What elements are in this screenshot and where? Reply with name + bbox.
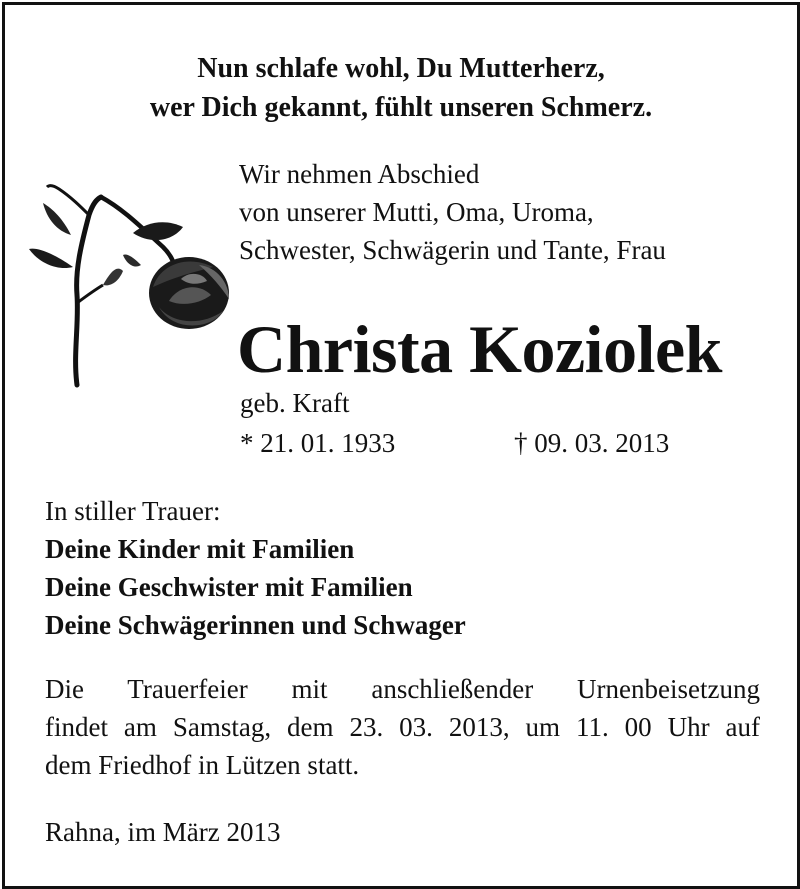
mourner-family: Deine Kinder mit Familien xyxy=(45,534,355,564)
birth-date: * 21. 01. 1933 xyxy=(240,428,396,458)
deceased-name: Christa Koziolek xyxy=(237,311,722,387)
ceremony-announcement xyxy=(45,670,760,784)
mourners-heading: In stiller Trauer: xyxy=(45,496,221,526)
birth-name: geb. Kraft xyxy=(240,388,350,418)
intro-line: Wir nehmen Abschied xyxy=(239,159,480,189)
mourner-family: Deine Schwägerinnen und Schwager xyxy=(45,610,466,640)
mourner-family: Deine Geschwister mit Familien xyxy=(45,572,413,602)
motto-line: Nun schlafe wohl, Du Mutterherz, xyxy=(197,53,605,84)
motto-verse xyxy=(5,49,797,127)
ceremony-line: Die Trauerfeier mit anschließender Urnenbeisetzung xyxy=(45,674,760,704)
rose-icon xyxy=(23,175,243,400)
obituary-notice xyxy=(2,2,800,889)
motto-line: wer Dich gekannt, fühlt unseren Schmerz. xyxy=(149,92,653,123)
mourners-block xyxy=(45,492,466,644)
life-dates xyxy=(240,425,670,461)
place-and-date: Rahna, im März 2013 xyxy=(45,817,281,847)
intro-line: Schwester, Schwägerin und Tante, Frau xyxy=(239,235,666,265)
intro-line: von unserer Mutti, Oma, Uroma, xyxy=(239,197,594,227)
death-date: † 09. 03. 2013 xyxy=(514,428,670,458)
ceremony-line: findet am Samstag, dem 23. 03. 2013, um 11. 00 Uhr auf xyxy=(45,712,760,742)
ceremony-line: dem Friedhof in Lützen statt. xyxy=(45,750,360,780)
farewell-intro xyxy=(239,155,666,269)
